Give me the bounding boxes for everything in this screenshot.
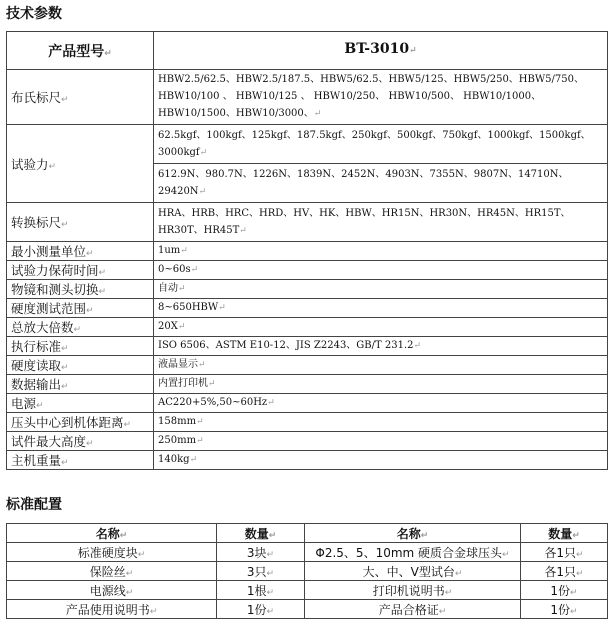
config-row <box>7 543 608 562</box>
spec-row <box>7 432 608 451</box>
spec-key: 总放大倍数↵ <box>7 318 154 337</box>
spec-value: 1um↵ <box>154 242 608 261</box>
config-row <box>7 600 608 619</box>
spec-row-force-kgf <box>7 125 608 164</box>
config-cell: Φ2.5、5、10mm 硬质合金球压头↵ <box>305 543 521 562</box>
spec-value: 自动↵ <box>154 280 608 299</box>
section-title-config: 标准配置 <box>6 497 62 513</box>
config-header: 数量↵ <box>521 524 608 543</box>
config-cell: 电源线↵ <box>7 581 217 600</box>
config-header: 名称↵ <box>7 524 217 543</box>
spec-row <box>7 318 608 337</box>
config-cell: 打印机说明书↵ <box>305 581 521 600</box>
config-table <box>6 523 608 619</box>
spec-key: 数据输出↵ <box>7 375 154 394</box>
config-header: 名称↵ <box>305 524 521 543</box>
spec-key: 压头中心到机体距离↵ <box>7 413 154 432</box>
spec-value: ISO 6506、ASTM E10-12、JIS Z2243、GB/T 231.2↵ <box>154 337 608 356</box>
spec-row <box>7 375 608 394</box>
config-cell: 大、中、V型试台↵ <box>305 562 521 581</box>
spec-key: 物镜和测头切换↵ <box>7 280 154 299</box>
spec-row <box>7 356 608 375</box>
config-cell: 各1只↵ <box>521 562 608 581</box>
spec-row <box>7 413 608 432</box>
spec-value: 250mm↵ <box>154 432 608 451</box>
config-cell: 产品合格证↵ <box>305 600 521 619</box>
spec-key: 试验力↵ <box>7 125 154 203</box>
spec-table <box>6 31 608 470</box>
config-cell: 1份↵ <box>521 581 608 600</box>
spec-row <box>7 242 608 261</box>
spec-value: 20X↵ <box>154 318 608 337</box>
spec-row <box>7 394 608 413</box>
spec-value: HBW2.5/62.5、HBW2.5/187.5、HBW5/62.5、HBW5/125、HBW5/250、HBW5/750、HBW10/100 、 HBW10/125 、 HBW10/250、 HBW10/500、 HBW10/1000、HBW10/1500、HBW10/3000、↵ <box>154 70 608 125</box>
spec-key: 电源↵ <box>7 394 154 413</box>
spec-value: 0~60s↵ <box>154 261 608 280</box>
spec-row <box>7 299 608 318</box>
spec-row <box>7 280 608 299</box>
config-header-row <box>7 524 608 543</box>
spec-row <box>7 337 608 356</box>
spec-key: 主机重量↵ <box>7 451 154 470</box>
spec-value: 液晶显示↵ <box>154 356 608 375</box>
spec-value: 内置打印机↵ <box>154 375 608 394</box>
spec-row-brinell <box>7 70 608 125</box>
config-cell: 1份↵ <box>217 600 305 619</box>
spec-key: 硬度测试范围↵ <box>7 299 154 318</box>
config-cell: 保险丝↵ <box>7 562 217 581</box>
config-header: 数量↵ <box>217 524 305 543</box>
spec-header-model: BT-3010↵ <box>154 32 608 70</box>
spec-key: 硬度读取↵ <box>7 356 154 375</box>
config-row <box>7 581 608 600</box>
spec-value: HRA、HRB、HRC、HRD、HV、HK、HBW、HR15N、HR30N、HR45N、HR15T、 HR30T、HR45T↵ <box>154 203 608 242</box>
config-cell: 1份↵ <box>521 600 608 619</box>
spec-key: 转换标尺↵ <box>7 203 154 242</box>
config-cell: 3块↵ <box>217 543 305 562</box>
config-cell: 标准硬度块↵ <box>7 543 217 562</box>
config-cell: 各1只↵ <box>521 543 608 562</box>
spec-value: AC220+5%,50~60Hz↵ <box>154 394 608 413</box>
spec-value-kgf: 62.5kgf、100kgf、125kgf、187.5kgf、250kgf、500kgf、750kgf、1000kgf、1500kgf、3000kgf↵ <box>154 125 608 164</box>
spec-value: 158mm↵ <box>154 413 608 432</box>
spec-value: 140kg↵ <box>154 451 608 470</box>
section-title-specs: 技术参数 <box>6 6 62 22</box>
spec-header-key: 产品型号↵ <box>7 32 154 70</box>
config-cell: 产品使用说明书↵ <box>7 600 217 619</box>
spec-header-row <box>7 32 608 70</box>
spec-key: 试件最大高度↵ <box>7 432 154 451</box>
spec-key: 布氏标尺↵ <box>7 70 154 125</box>
spec-key: 最小测量单位↵ <box>7 242 154 261</box>
spec-key: 试验力保荷时间↵ <box>7 261 154 280</box>
spec-key: 执行标准↵ <box>7 337 154 356</box>
spec-row <box>7 451 608 470</box>
config-row <box>7 562 608 581</box>
config-cell: 1根↵ <box>217 581 305 600</box>
spec-row-convert <box>7 203 608 242</box>
spec-row <box>7 261 608 280</box>
spec-value-n: 612.9N、980.7N、1226N、1839N、2452N、4903N、7355N、9807N、14710N、29420N↵ <box>154 164 608 203</box>
config-cell: 3只↵ <box>217 562 305 581</box>
spec-value: 8~650HBW↵ <box>154 299 608 318</box>
